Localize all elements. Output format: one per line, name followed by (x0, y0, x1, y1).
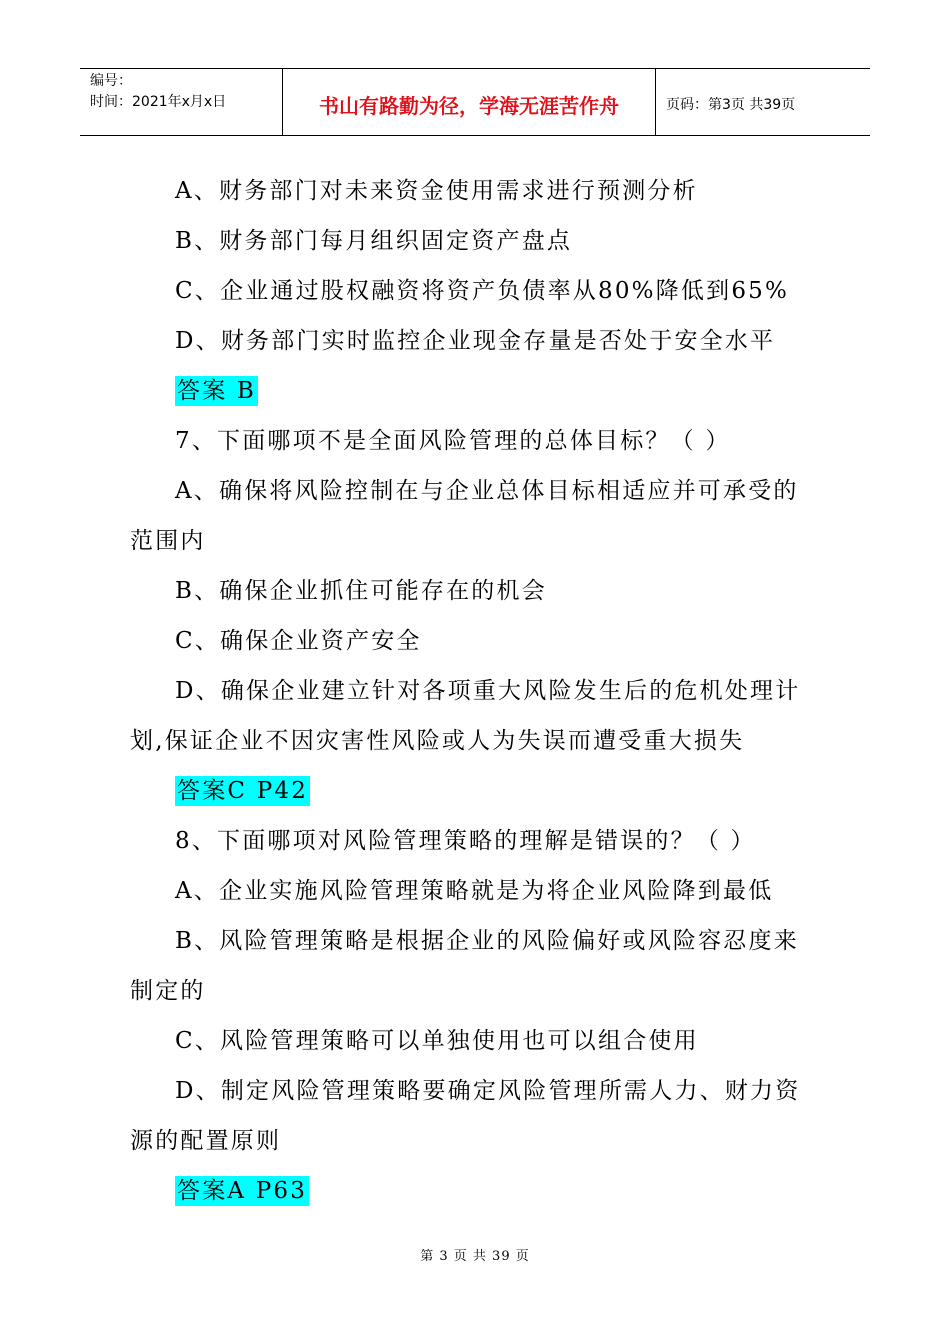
line-text: 划,保证企业不因灾害性风险或人为失误而遭受重大损失 (130, 728, 745, 754)
line-text: 制定的 (130, 978, 206, 1004)
line-text: 源的配置原则 (130, 1128, 282, 1154)
document-number: 编号： (90, 73, 132, 89)
page-footer: 第 3 页 共 39 页 (420, 1249, 530, 1264)
line-text: 7、下面哪项不是全面风险管理的总体目标？（ ） (175, 428, 731, 454)
line-text: D、制定风险管理策略要确定风险管理所需人力、财力资 (175, 1078, 801, 1104)
answer-line (130, 366, 820, 416)
text-line (130, 1066, 820, 1116)
document-body (130, 166, 820, 1216)
line-text: A、财务部门对未来资金使用需求进行预测分析 (175, 178, 698, 204)
text-line (130, 866, 820, 916)
text-line (130, 966, 820, 1016)
line-text: B、风险管理策略是根据企业的风险偏好或风险容忍度来 (175, 928, 799, 954)
text-line (130, 666, 820, 716)
header-table (80, 68, 870, 136)
line-text: 范围内 (130, 528, 206, 554)
text-line (130, 716, 820, 766)
text-line (130, 216, 820, 266)
text-line (130, 516, 820, 566)
text-line (130, 166, 820, 216)
text-line (130, 616, 820, 666)
header-motto: 书山有路勤为径，学海无涯苦作舟 (283, 69, 656, 135)
text-line (130, 316, 820, 366)
line-text: B、确保企业抓住可能存在的机会 (175, 578, 547, 604)
text-line (130, 416, 820, 466)
answer-line (130, 1166, 820, 1216)
text-line (130, 916, 820, 966)
line-text: B、财务部门每月组织固定资产盘点 (175, 228, 573, 254)
text-line (130, 466, 820, 516)
answer-highlight: 答案A P63 (177, 1178, 308, 1204)
document-date: 时间：2021年x月x日 (90, 94, 227, 110)
line-text: D、财务部门实时监控企业现金存量是否处于安全水平 (175, 328, 776, 354)
text-line (130, 266, 820, 316)
line-text: D、确保企业建立针对各项重大风险发生后的危机处理计 (175, 678, 801, 704)
line-text: A、企业实施风险管理策略就是为将企业风险降到最低 (175, 878, 774, 904)
line-text: C、企业通过股权融资将资产负债率从80%降低到65% (175, 278, 790, 304)
text-line (130, 1116, 820, 1166)
text-line (130, 816, 820, 866)
answer-highlight: 答案C P42 (177, 778, 309, 804)
text-line (130, 566, 820, 616)
line-text: 8、下面哪项对风险管理策略的理解是错误的？（ ） (175, 828, 756, 854)
line-text: A、确保将风险控制在与企业总体目标相适应并可承受的 (175, 478, 799, 504)
answer-highlight: 答案 B (177, 378, 257, 404)
line-text: C、风险管理策略可以单独使用也可以组合使用 (175, 1028, 699, 1054)
answer-line (130, 766, 820, 816)
header-page-code: 页码：第3页 共39页 (666, 97, 796, 113)
header-meta (80, 69, 283, 135)
line-text: C、确保企业资产安全 (175, 628, 422, 654)
text-line (130, 1016, 820, 1066)
